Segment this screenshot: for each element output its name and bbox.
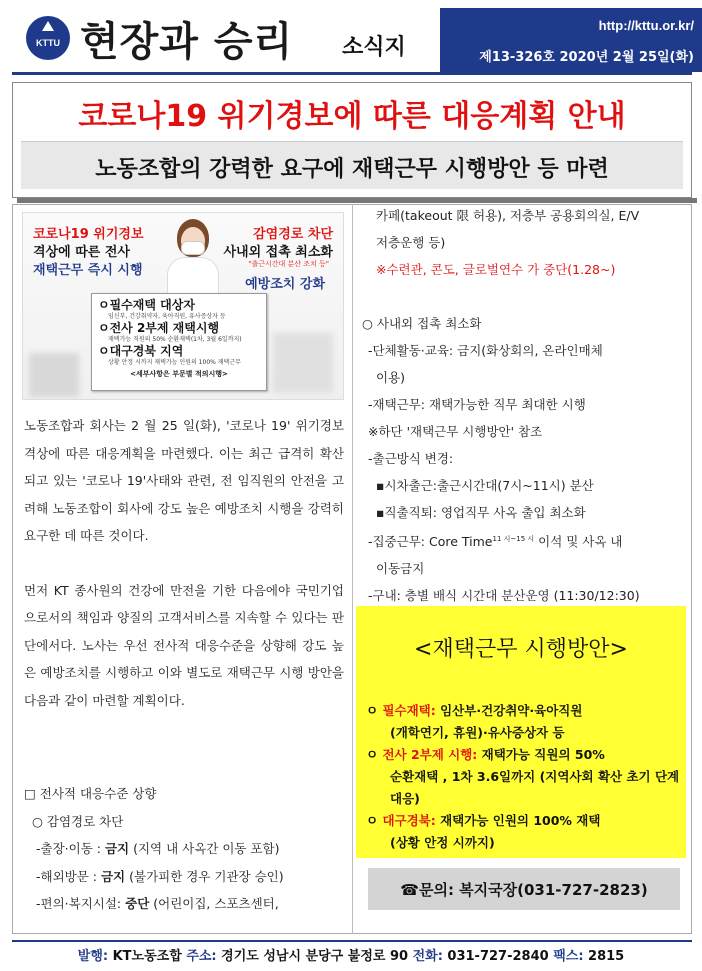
headline-box bbox=[12, 82, 692, 198]
masked-person-illustration bbox=[163, 217, 223, 297]
poster-right-line-1: 감염경로 차단 bbox=[253, 227, 333, 242]
section-heading-response: □ 전사적 대응수준 상향 bbox=[24, 786, 157, 801]
list-item-business-trip bbox=[24, 835, 344, 863]
logo-text: KTTU bbox=[36, 38, 60, 48]
paragraph-1: 노동조합과 회사는 2 월 25 일(화), '코로나 19' 위기경보 격상에 따른 대응계획을 마련했다. 이는 최근 급격히 확산되고 있는 '코로나 19'사태와 관련, 전 임직원의 안전을 고려해 노동조합이 회사에 강도 높은 예방조치 시행을 강력히 요구한 데 따른 것이다. bbox=[24, 418, 344, 543]
poster-right-line-2: 사내외 접촉 최소화 bbox=[223, 245, 333, 260]
plan-item-label: 전사 2부제 시행: bbox=[382, 747, 482, 762]
placard-footnote: <세부사항은 부문별 적의시행> bbox=[130, 370, 228, 378]
list-core-time bbox=[362, 526, 682, 555]
list-item-overseas bbox=[24, 863, 344, 891]
subsection-infection-block: ○ 감염경로 차단 bbox=[32, 813, 124, 829]
website-url[interactable]: http://kttu.or.kr/ bbox=[598, 18, 694, 33]
list-commute-change: -출근방식 변경: bbox=[368, 451, 454, 466]
phone[interactable]: 031-727-2840 bbox=[447, 949, 554, 964]
response-level-list bbox=[24, 780, 344, 918]
section-minimize-contact: ○ 사내외 접촉 최소화 bbox=[362, 316, 482, 331]
article-body-right bbox=[362, 202, 682, 609]
paragraph-2: 먼저 KT 종사원의 건강에 만전을 기한 다음에야 국민기업으로서의 책임과 양질의 고객서비스를 지속할 수 있다는 판단에서다. 노사는 우선 전사적 대응수준을 상향해 강도 높은 예방조치를 시행하고 이와 별도로 재택근무 시행 방안을 다음과 같이 마련할 계획이다. bbox=[24, 582, 344, 708]
list-remote-work-note: ※하단 '재택근무 시행방안' 참조 bbox=[368, 424, 543, 439]
masthead bbox=[12, 8, 692, 72]
facilities-continued-1: 카페(takeout 限 허용), 저층부 공용회의실, E/V bbox=[376, 208, 640, 223]
contact-box bbox=[368, 868, 680, 910]
list-remote-work: -재택근무: 재택가능한 직무 최대한 시행 bbox=[368, 397, 586, 412]
item-label: -해외방문 : bbox=[36, 868, 101, 884]
placard-heading-3: ㅇ대구경북 지역 bbox=[98, 344, 184, 358]
footer-divider bbox=[12, 940, 692, 942]
poster-placard bbox=[91, 293, 267, 391]
publisher: KT노동조합 bbox=[112, 949, 187, 964]
fax-label: 팩스: bbox=[553, 949, 589, 964]
list-core-time-cont: 이동금지 bbox=[376, 561, 425, 577]
list-staggered-commute: ▪시차출근:출근시간대(7시~11시) 분산 bbox=[376, 478, 594, 493]
list-group-activities-cont: 이용) bbox=[376, 370, 406, 385]
plan-box-list bbox=[366, 700, 684, 854]
remote-work-plan-box bbox=[356, 606, 686, 858]
plan-item-mandatory-cont: (개학연기, 휴원)·유사증상자 등 bbox=[390, 725, 565, 740]
item-label: -편의·복지시설: bbox=[36, 896, 126, 911]
poster-right-line-3: "출근시간대 분산 조치 등" bbox=[248, 260, 329, 268]
placard-heading-2: ㅇ전사 2부제 재택시행 bbox=[98, 321, 220, 335]
phone-label: 전화: bbox=[412, 949, 448, 964]
campaign-poster bbox=[22, 212, 344, 400]
issue-info: 제13-326호 2020년 2월 25일(화) bbox=[479, 50, 694, 65]
header-divider bbox=[12, 72, 692, 75]
facilities-continued-2: 저층운행 등) bbox=[376, 235, 446, 250]
blurred-background-right bbox=[273, 333, 333, 393]
item-note: (불가피한 경우 기관장 승인) bbox=[125, 868, 284, 884]
bullet: ㅇ bbox=[366, 703, 383, 718]
bullet: ㅇ bbox=[366, 813, 383, 828]
plan-item-text: 임산부·건강취약·육아직원 bbox=[440, 703, 583, 718]
plan-item-daegu-cont: (상황 안정 시까지) bbox=[390, 835, 495, 850]
placard-detail-3: 상황 안정 시까지 재택가능 인원의 100% 재택근무 bbox=[108, 359, 241, 366]
poster-left-line-3: 재택근무 즉시 시행 bbox=[33, 263, 143, 278]
item-value: 중단 bbox=[125, 896, 150, 911]
column-divider bbox=[352, 204, 353, 934]
plan-item-label: 대구경북: bbox=[382, 813, 441, 828]
subheadline: 노동조합의 강력한 요구에 재택근무 시행방안 등 마련 bbox=[95, 157, 609, 182]
face-mask-icon bbox=[181, 241, 205, 255]
article-body-left bbox=[24, 412, 344, 741]
core-time-rule: 이석 및 사옥 내 bbox=[534, 534, 623, 550]
list-group-activities: -단체활동·교육: 금지(화상회의, 온라인매체 bbox=[368, 343, 603, 358]
address: 경기도 성남시 분당구 불정로 90 bbox=[221, 949, 413, 964]
plan-box-title: <재택근무 시행방안> bbox=[414, 637, 628, 662]
contact-phone[interactable]: ☎문의: 복지국장(031-727-2823) bbox=[400, 881, 648, 899]
item-value: 금지 bbox=[104, 841, 130, 856]
plan-item-two-shift-cont: 순환재택 , 1차 3.6일까지 (지역사회 확산 초기 단계 대응) bbox=[390, 769, 680, 806]
fax: 2815 bbox=[588, 949, 625, 964]
newsletter-brand: 현장과 승리 bbox=[80, 18, 294, 65]
suspension-note: ※수련관, 콘도, 글로벌연수 가 중단(1.28~) bbox=[376, 262, 616, 277]
list-cafeteria: -구내: 층별 배식 시간대 분산운영 (11:30/12:30) bbox=[368, 588, 640, 604]
placard-detail-1: 임신부, 건강취약자, 육아직원, 유사증상자 등 bbox=[108, 313, 226, 320]
poster-right-line-4: 예방조치 강화 bbox=[245, 277, 325, 292]
core-time-label: -집중근무: Core Time bbox=[368, 534, 493, 550]
subheadline-bar bbox=[21, 141, 683, 189]
plan-item-two-shift bbox=[366, 744, 684, 766]
plan-item-mandatory bbox=[366, 700, 684, 722]
bullet: ㅇ bbox=[366, 747, 383, 762]
item-note: (어린이집, 스포츠센터, bbox=[149, 896, 279, 911]
poster-left-line-1: 코로나19 위기경보 bbox=[33, 227, 144, 242]
plan-item-label: 필수재택: bbox=[382, 703, 441, 718]
footer bbox=[0, 945, 702, 964]
plan-item-daegu bbox=[366, 810, 684, 832]
poster-left-line-2: 격상에 따른 전사 bbox=[33, 245, 130, 260]
main-headline: 코로나19 위기경보에 따른 대응계획 안내 bbox=[78, 99, 626, 134]
kttu-logo bbox=[26, 16, 70, 60]
placard-detail-2: 재택가능 직원의 50% 순환재택(1차, 3월 6일까지) bbox=[108, 336, 242, 343]
item-label: -출장·이동 : bbox=[36, 841, 105, 856]
blurred-background-left bbox=[29, 353, 79, 397]
plan-item-text: 재택가능 직원의 50% bbox=[481, 747, 605, 762]
plan-item-text: 재택가능 인원의 100% 재택 bbox=[440, 813, 601, 828]
address-label: 주소: bbox=[186, 949, 222, 964]
publisher-label: 발행: bbox=[77, 949, 113, 964]
item-value: 금지 bbox=[100, 868, 126, 884]
placard-heading-1: ㅇ필수재택 대상자 bbox=[98, 298, 195, 312]
list-item-facilities bbox=[24, 890, 344, 918]
header-info-bar bbox=[440, 8, 702, 72]
item-note: (지역 내 사옥간 이동 포함) bbox=[129, 841, 280, 856]
list-direct-commute: ▪직출직퇴: 영업직무 사옥 출입 최소화 bbox=[376, 505, 586, 520]
core-time-hours: 11 시~15 시 bbox=[492, 535, 535, 543]
newsletter-subtitle: 소식지 bbox=[342, 35, 406, 60]
